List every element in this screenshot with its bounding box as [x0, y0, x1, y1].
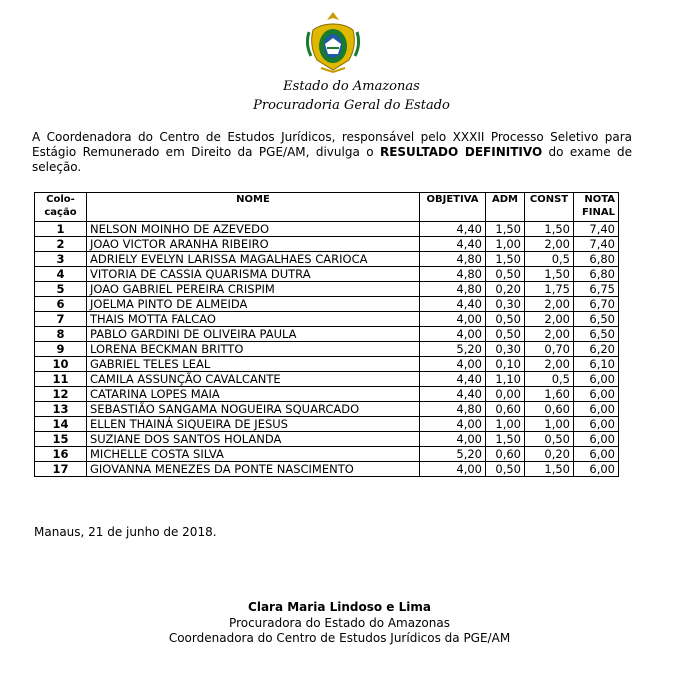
objetiva-cell: 5,20: [420, 447, 486, 462]
final-grade-cell: 6,75: [574, 282, 619, 297]
objetiva-cell: 4,40: [420, 387, 486, 402]
table-row: [35, 237, 619, 252]
adm-cell: 0,30: [486, 297, 525, 312]
position-cell: 15: [35, 432, 87, 447]
const-cell: 2,00: [525, 237, 574, 252]
table-row: [35, 417, 619, 432]
position-cell: 12: [35, 387, 87, 402]
name-cell: CATARINA LOPES MAIA: [87, 387, 420, 402]
col-header-adm: ADM: [486, 193, 525, 222]
table-row: [35, 357, 619, 372]
adm-cell: 1,50: [486, 252, 525, 267]
const-cell: 2,00: [525, 297, 574, 312]
objetiva-cell: 4,40: [420, 237, 486, 252]
table-row: [35, 222, 619, 237]
table-header-row: [35, 193, 619, 222]
col-header-objetiva: OBJETIVA: [420, 193, 486, 222]
table-row: [35, 402, 619, 417]
results-table: [34, 192, 619, 477]
name-cell: LORENA BECKMAN BRITTO: [87, 342, 420, 357]
final-grade-cell: 6,00: [574, 417, 619, 432]
name-cell: VITORIA DE CASSIA QUARISMA DUTRA: [87, 267, 420, 282]
name-cell: JOAO GABRIEL PEREIRA CRISPIM: [87, 282, 420, 297]
adm-cell: 0,00: [486, 387, 525, 402]
table-row: [35, 387, 619, 402]
final-grade-cell: 6,50: [574, 312, 619, 327]
name-cell: JOAO VICTOR ARANHA RIBEIRO: [87, 237, 420, 252]
objetiva-cell: 4,80: [420, 402, 486, 417]
name-cell: NELSON MOINHO DE AZEVEDO: [87, 222, 420, 237]
objetiva-cell: 4,00: [420, 327, 486, 342]
adm-cell: 0,30: [486, 342, 525, 357]
objetiva-cell: 5,20: [420, 342, 486, 357]
adm-cell: 1,00: [486, 237, 525, 252]
date-line: Manaus, 21 de junho de 2018.: [34, 525, 217, 539]
position-cell: 6: [35, 297, 87, 312]
const-cell: 0,50: [525, 432, 574, 447]
const-cell: 1,00: [525, 417, 574, 432]
header-agency-name: Procuradoria Geral do Estado: [253, 98, 450, 113]
adm-cell: 1,50: [486, 222, 525, 237]
adm-cell: 1,10: [486, 372, 525, 387]
table-row: [35, 267, 619, 282]
objetiva-cell: 4,80: [420, 282, 486, 297]
adm-cell: 0,10: [486, 357, 525, 372]
name-cell: ADRIELY EVELYN LARISSA MAGALHAES CARIOCA: [87, 252, 420, 267]
table-row: [35, 432, 619, 447]
final-grade-cell: 6,10: [574, 357, 619, 372]
col-header-const: CONST: [525, 193, 574, 222]
table-row: [35, 342, 619, 357]
name-cell: ELLEN THAINÁ SIQUEIRA DE JESUS: [87, 417, 420, 432]
final-grade-cell: 6,80: [574, 252, 619, 267]
adm-cell: 1,50: [486, 432, 525, 447]
final-grade-cell: 6,00: [574, 402, 619, 417]
state-coat-of-arms-icon: [305, 10, 361, 74]
intro-text-end: do exame de seleção.: [32, 145, 632, 174]
intro-highlight: RESULTADO DEFINITIVO: [379, 145, 543, 159]
position-cell: 9: [35, 342, 87, 357]
const-cell: 2,00: [525, 327, 574, 342]
position-cell: 17: [35, 462, 87, 477]
name-cell: GIOVANNA MENEZES DA PONTE NASCIMENTO: [87, 462, 420, 477]
name-cell: CAMILA ASSUNÇÃO CAVALCANTE: [87, 372, 420, 387]
table-row: [35, 372, 619, 387]
objetiva-cell: 4,40: [420, 297, 486, 312]
adm-cell: 0,60: [486, 402, 525, 417]
final-grade-cell: 6,20: [574, 342, 619, 357]
objetiva-cell: 4,00: [420, 432, 486, 447]
table-row: [35, 282, 619, 297]
const-cell: 1,60: [525, 387, 574, 402]
adm-cell: 1,00: [486, 417, 525, 432]
adm-cell: 0,60: [486, 447, 525, 462]
table-row: [35, 297, 619, 312]
final-grade-cell: 6,70: [574, 297, 619, 312]
table-row: [35, 312, 619, 327]
name-cell: MICHELLE COSTA SILVA: [87, 447, 420, 462]
const-cell: 0,70: [525, 342, 574, 357]
objetiva-cell: 4,40: [420, 222, 486, 237]
position-cell: 1: [35, 222, 87, 237]
const-cell: 0,60: [525, 402, 574, 417]
adm-cell: 0,50: [486, 327, 525, 342]
const-cell: 0,5: [525, 252, 574, 267]
adm-cell: 0,50: [486, 462, 525, 477]
objetiva-cell: 4,80: [420, 267, 486, 282]
intro-text: A Coordenadora do Centro de Estudos Jurídicos, responsável pelo XXXII Processo Seletivo para Estágio Remunerado em Direito da PGE/AM, divulga o: [32, 130, 632, 159]
position-cell: 14: [35, 417, 87, 432]
position-cell: 10: [35, 357, 87, 372]
position-cell: 4: [35, 267, 87, 282]
const-cell: 2,00: [525, 312, 574, 327]
position-cell: 13: [35, 402, 87, 417]
adm-cell: 0,20: [486, 282, 525, 297]
position-cell: 16: [35, 447, 87, 462]
final-grade-cell: 6,00: [574, 387, 619, 402]
col-header-name: NOME: [87, 193, 420, 222]
final-grade-cell: 6,00: [574, 447, 619, 462]
final-grade-cell: 7,40: [574, 222, 619, 237]
name-cell: JOELMA PINTO DE ALMEIDA: [87, 297, 420, 312]
const-cell: 1,50: [525, 462, 574, 477]
objetiva-cell: 4,00: [420, 417, 486, 432]
const-cell: 1,50: [525, 267, 574, 282]
position-cell: 7: [35, 312, 87, 327]
signatory-role: Procuradora do Estado do Amazonas: [229, 616, 450, 630]
name-cell: SUZIANE DOS SANTOS HOLANDA: [87, 432, 420, 447]
const-cell: 1,75: [525, 282, 574, 297]
objetiva-cell: 4,40: [420, 372, 486, 387]
col-header-position: Colo- cação: [35, 193, 87, 222]
name-cell: PABLO GARDINI DE OLIVEIRA PAULA: [87, 327, 420, 342]
table-row: [35, 447, 619, 462]
const-cell: 0,5: [525, 372, 574, 387]
objetiva-cell: 4,80: [420, 252, 486, 267]
final-grade-cell: 6,00: [574, 432, 619, 447]
adm-cell: 0,50: [486, 267, 525, 282]
col-header-final-grade: NOTA FINAL: [574, 193, 619, 222]
final-grade-cell: 6,50: [574, 327, 619, 342]
final-grade-cell: 7,40: [574, 237, 619, 252]
objetiva-cell: 4,00: [420, 357, 486, 372]
position-cell: 3: [35, 252, 87, 267]
final-grade-cell: 6,00: [574, 462, 619, 477]
final-grade-cell: 6,80: [574, 267, 619, 282]
signatory-position: Coordenadora do Centro de Estudos Jurídicos da PGE/AM: [168, 631, 511, 645]
final-grade-cell: 6,00: [574, 372, 619, 387]
signatory-name: Clara Maria Lindoso e Lima: [248, 600, 431, 614]
position-cell: 5: [35, 282, 87, 297]
intro-paragraph: [32, 130, 632, 175]
const-cell: 2,00: [525, 357, 574, 372]
name-cell: THAIS MOTTA FALCAO: [87, 312, 420, 327]
table-row: [35, 462, 619, 477]
const-cell: 1,50: [525, 222, 574, 237]
header-state-name: Estado do Amazonas: [283, 79, 420, 94]
name-cell: GABRIEL TELES LEAL: [87, 357, 420, 372]
position-cell: 2: [35, 237, 87, 252]
name-cell: SEBASTIÃO SANGAMA NOGUEIRA SQUARCADO: [87, 402, 420, 417]
position-cell: 8: [35, 327, 87, 342]
objetiva-cell: 4,00: [420, 312, 486, 327]
objetiva-cell: 4,00: [420, 462, 486, 477]
position-cell: 11: [35, 372, 87, 387]
adm-cell: 0,50: [486, 312, 525, 327]
table-row: [35, 327, 619, 342]
table-row: [35, 252, 619, 267]
const-cell: 0,20: [525, 447, 574, 462]
